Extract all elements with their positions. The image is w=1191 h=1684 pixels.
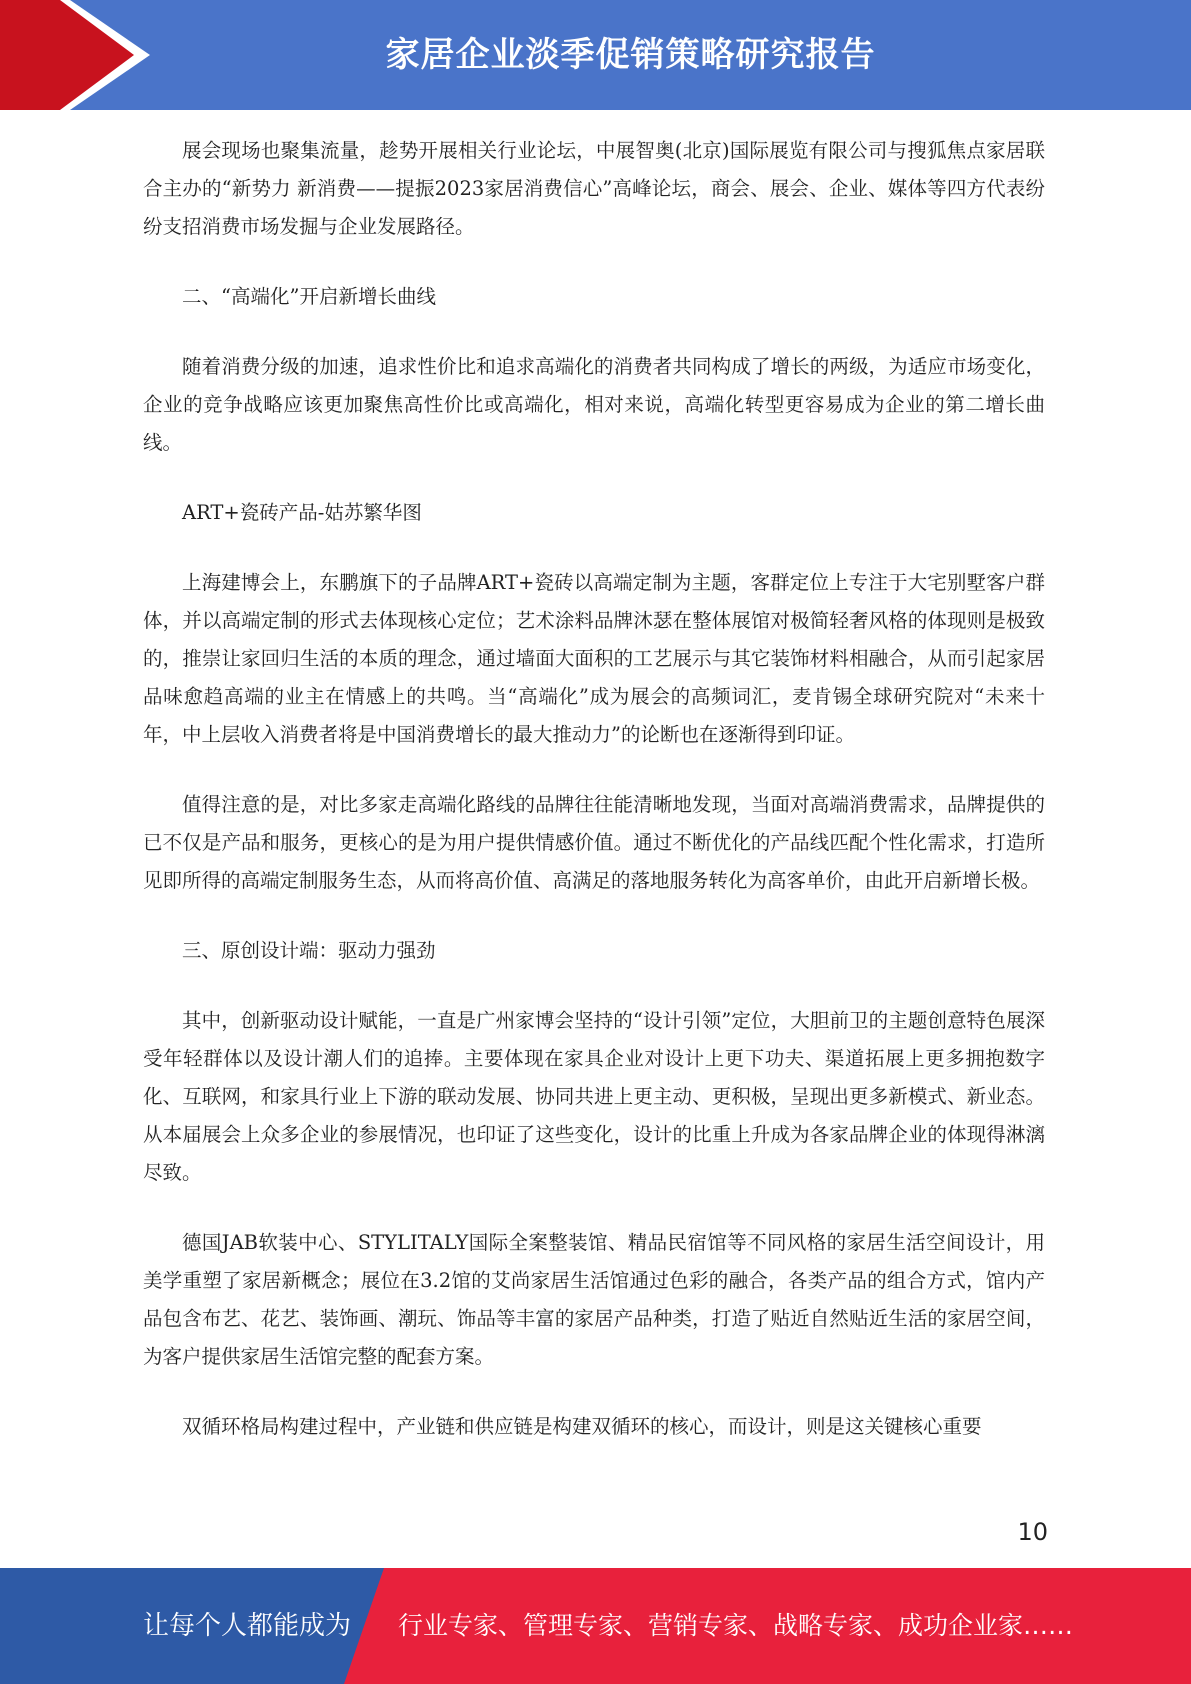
body-paragraph: 值得注意的是，对比多家走高端化路线的品牌往往能清晰地发现，当面对高端消费需求，品牌提供的已不仅是产品和服务，更核心的是为用户提供情感价值。通过不断优化的产品线匹配个性化需求，打造所见即所得的高端定制服务生态，从而将高价值、高满足的落地服务转化为高客单价，由此开启新增长极。 <box>143 793 1045 892</box>
section-heading: 三、原创设计端：驱动力强劲 <box>182 939 436 962</box>
body-paragraph: 随着消费分级的加速，追求性价比和追求高端化的消费者共同构成了增长的两级，为适应市场变化，企业的竞争战略应该更加聚焦高性价比或高端化，相对来说，高端化转型更容易成为企业的第二增长曲线。 <box>143 355 1045 454</box>
body-paragraph: 双循环格局构建过程中，产业链和供应链是构建双循环的核心，而设计，则是这关键核心重要 <box>182 1415 982 1438</box>
footer-slogan-right: 行业专家、管理专家、营销专家、战略专家、成功企业家…… <box>398 1611 1074 1640</box>
body-paragraph: 其中，创新驱动设计赋能，一直是广州家博会坚持的“设计引领”定位，大胆前卫的主题创意特色展深受年轻群体以及设计潮人们的追捧。主要体现在家具企业对设计上更下功夫、渠道拓展上更多拥抱数字化、互联网，和家具行业上下游的联动发展、协同共进上更主动、更积极，呈现出更多新模式、新业态。从本届展会上众多企业的参展情况，也印证了这些变化，设计的比重上升成为各家品牌企业的体现得淋漓尽致。 <box>143 1009 1045 1184</box>
document-body <box>143 132 1045 1478</box>
body-paragraph: 德国JAB软装中心、STYLITALY国际全案整装馆、精品民宿馆等不同风格的家居生活空间设计，用美学重塑了家居新概念；展位在3.2馆的艾尚家居生活馆通过色彩的融合，各类产品的组合方式，馆内产品包含布艺、花艺、装饰画、潮玩、饰品等丰富的家居产品种类，打造了贴近自然贴近生活的家居空间，为客户提供家居生活馆完整的配套方案。 <box>143 1231 1045 1368</box>
section-heading: 二、“高端化”开启新增长曲线 <box>182 285 436 308</box>
document-title: 家居企业淡季促销策略研究报告 <box>385 35 876 75</box>
page-header <box>0 0 1191 110</box>
footer-slogan-left: 让每个人都能成为 <box>143 1611 352 1641</box>
body-paragraph: 展会现场也聚集流量，趁势开展相关行业论坛，中展智奥(北京)国际展览有限公司与搜狐焦点家居联合主办的“新势力 新消费——提振2023家居消费信心”高峰论坛，商会、展会、企业、媒体等四方代表纷纷支招消费市场发掘与企业发展路径。 <box>143 139 1045 238</box>
page-footer <box>0 1568 1191 1684</box>
page-number: 10 <box>1017 1518 1048 1546</box>
body-paragraph: 上海建博会上，东鹏旗下的子品牌ART+瓷砖以高端定制为主题，客群定位上专注于大宅别墅客户群体，并以高端定制的形式去体现核心定位；艺术涂料品牌沐瑟在整体展馆对极简轻奢风格的体现则是极致的，推崇让家回归生活的本质的理念，通过墙面大面积的工艺展示与其它装饰材料相融合，从而引起家居品味愈趋高端的业主在情感上的共鸣。当“高端化”成为展会的高频词汇，麦肯锡全球研究院对“未来十年，中上层收入消费者将是中国消费增长的最大推动力”的论断也在逐渐得到印证。 <box>143 571 1045 746</box>
section-heading: ART+瓷砖产品-姑苏繁华图 <box>182 501 422 524</box>
